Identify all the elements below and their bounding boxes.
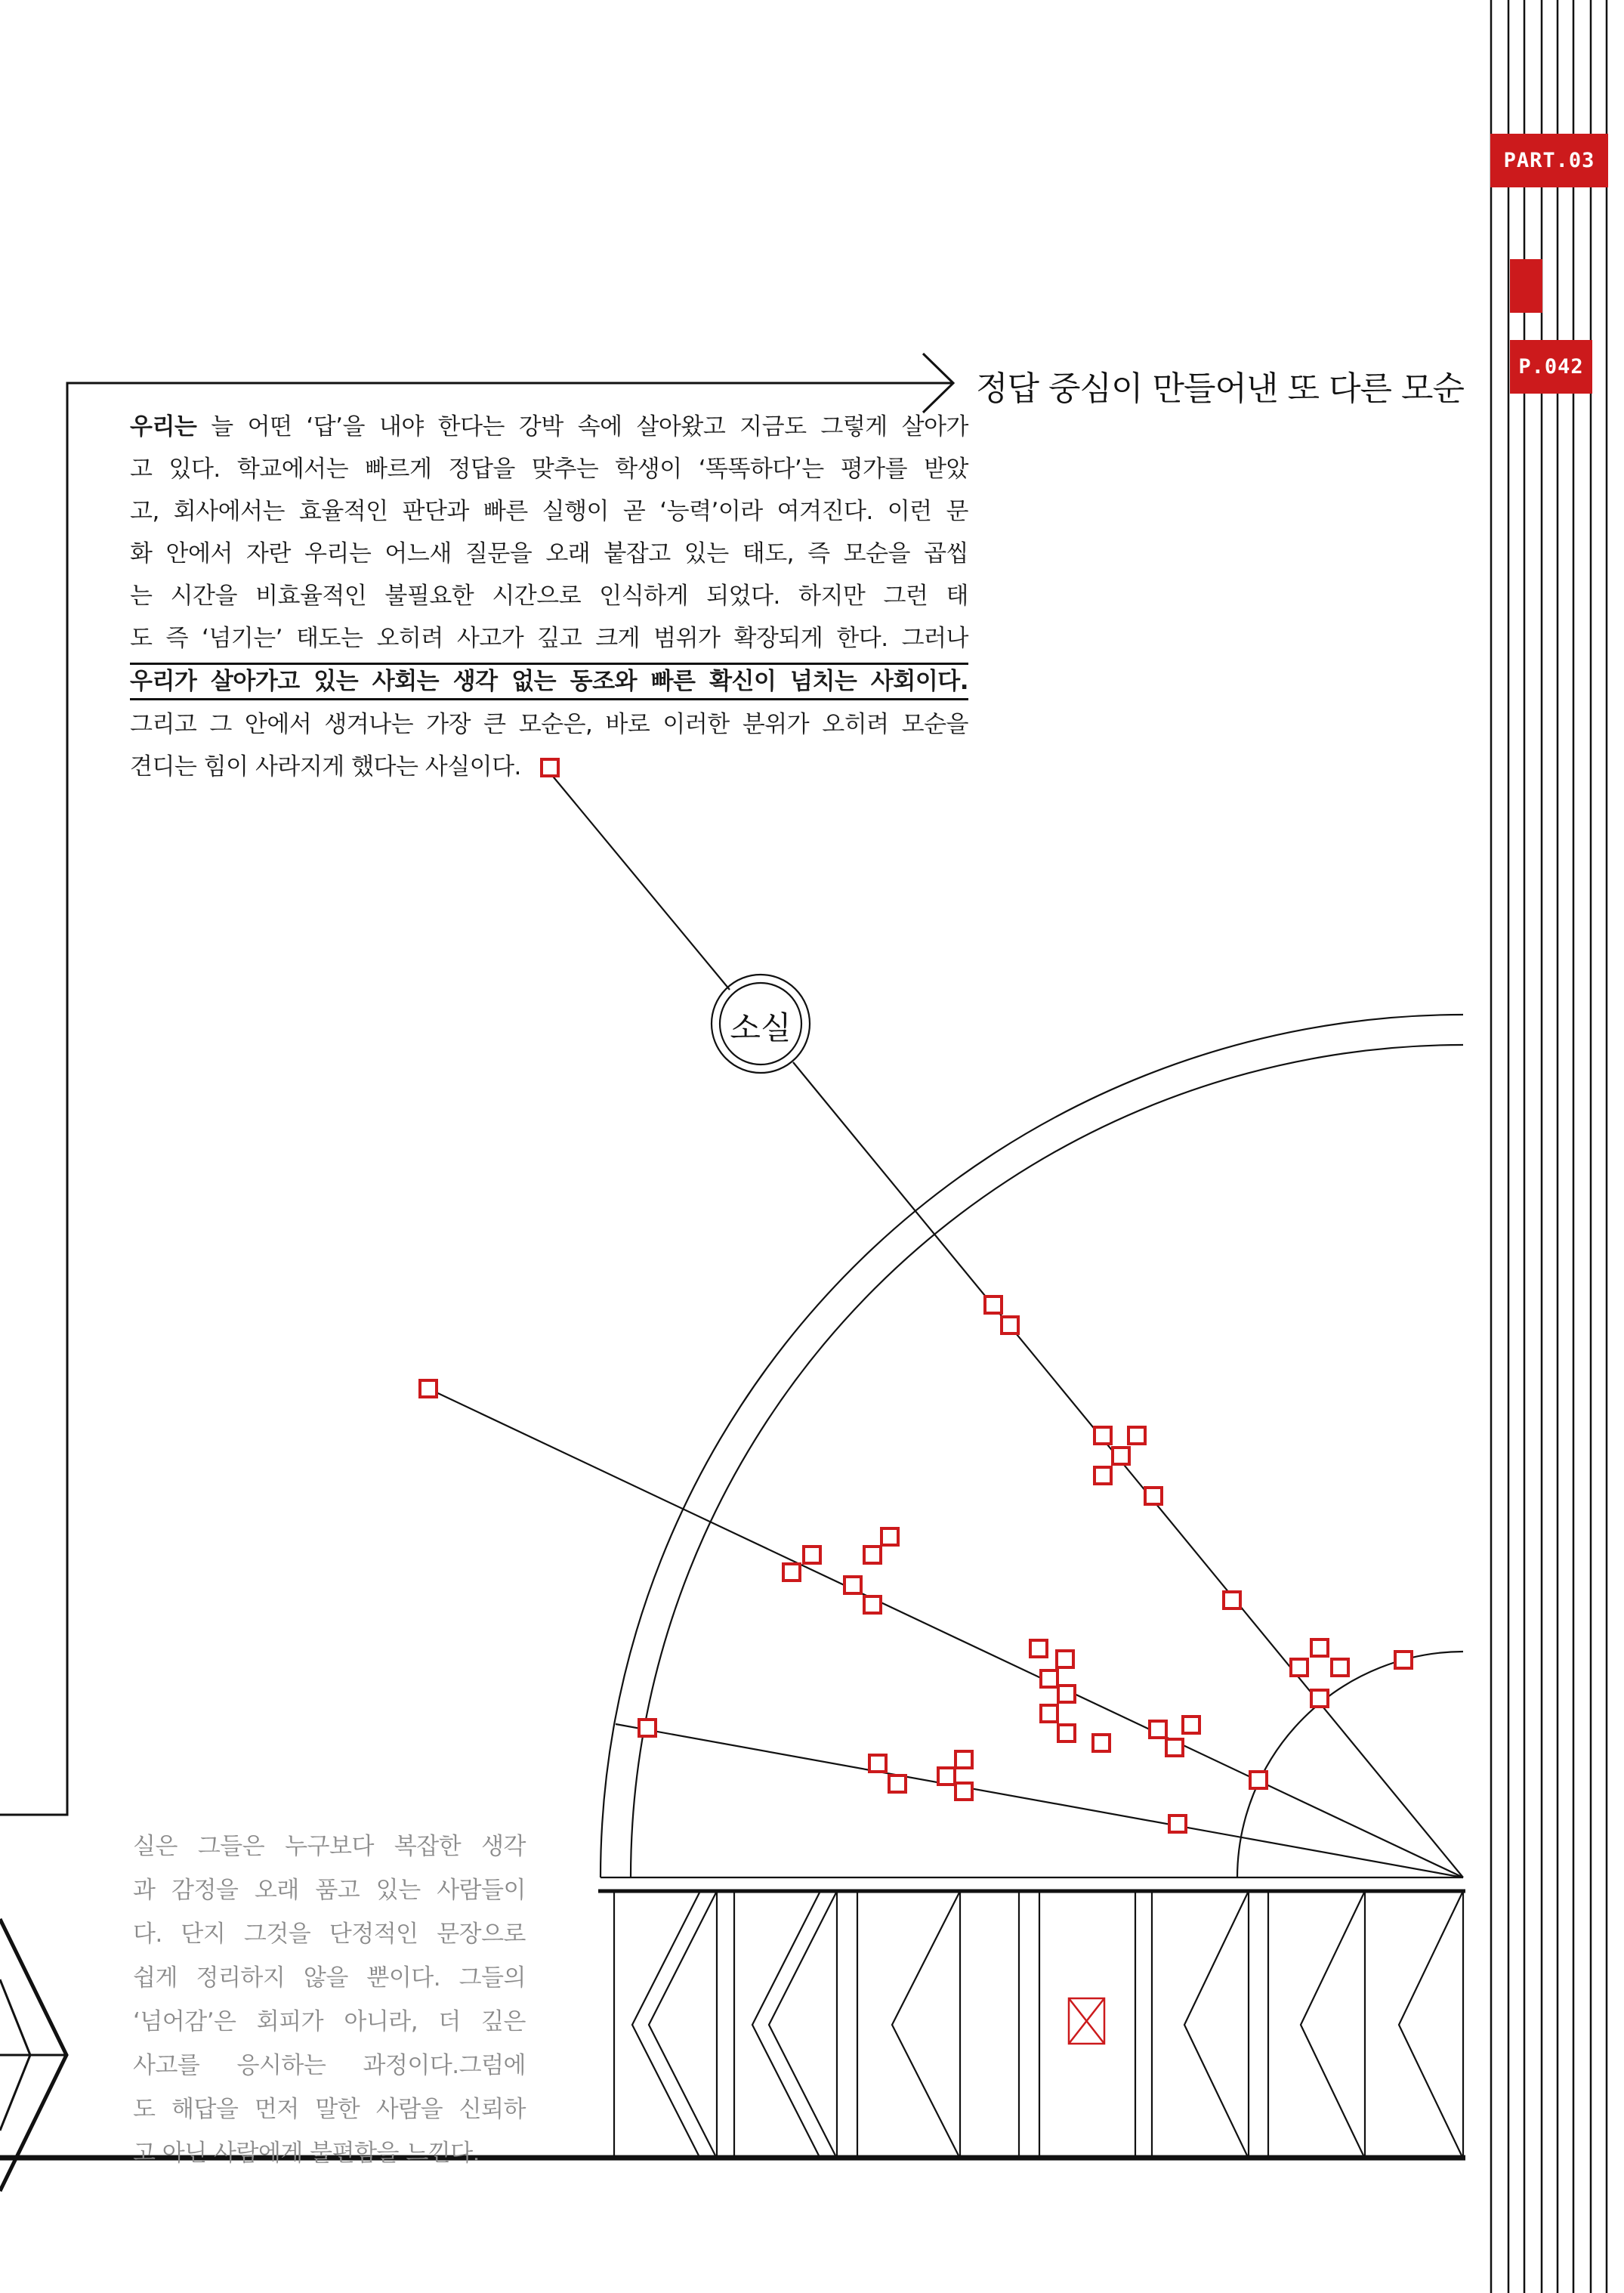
red-square-markers (420, 759, 1412, 1832)
chevron-icon (1184, 1893, 1248, 2157)
body-line: 도 즉 ‘넘기는’ 태도는 오히려 사고가 깊고 크게 범위가 확장되게 한다. 그러나 (130, 625, 968, 652)
body-line: 그리고 그 안에서 생겨나는 가장 큰 모순은, 바로 이러한 분위가 오히려 모순을 (130, 711, 968, 738)
page-number: P.042 (1510, 340, 1592, 394)
side-line: 고 아닌 사람에게 불편함을 느낀다. (133, 2140, 480, 2167)
red-crossed-box-icon (1069, 1998, 1104, 2044)
outer-arc (601, 1015, 1463, 1877)
body-line: 화 안에서 자란 우리는 어느새 질문을 오래 붙잡고 있는 태도, 즉 모순을 곱씹 (130, 540, 968, 567)
body-line: 는 시간을 비효율적인 불필요한 시간으로 인식하게 되었다. 하지만 그런 태 (130, 583, 968, 610)
chevron-icon (632, 1893, 699, 2157)
ray-1a (551, 774, 730, 990)
side-text-block (133, 1825, 526, 2175)
side-line: 다. 단지 그것을 단정적인 문장으로 (133, 1921, 526, 1948)
side-line: 도 해답을 먼저 말한 사람을 신뢰하 (133, 2096, 526, 2123)
side-line: 실은 그들은 누구보다 복잡한 생각 (133, 1833, 526, 1860)
ray-3 (616, 1724, 1463, 1877)
body-line: 견디는 힘이 사라지게 했다는 사실이다. (130, 753, 521, 780)
ray-1b (793, 1062, 1463, 1877)
side-line: ‘넘어감’은 회피가 아니라, 더 깊은 (133, 2008, 526, 2035)
ray-2 (428, 1389, 1463, 1877)
chevron-icon (1399, 1893, 1462, 2157)
emphasis-statement: 우리가 살아가고 있는 사회는 생각 없는 동조와 빠른 확신이 넘치는 사회이다. (130, 663, 968, 700)
body-line: 늘 어떤 ‘답’을 내야 한다는 강박 속에 살아왔고 지금도 그렇게 살아가 (196, 413, 968, 440)
inner-arc (631, 1045, 1463, 1877)
body-line: 고 있다. 학교에서는 빠르게 정답을 맞추는 학생이 ‘똑똑하다’는 평가를 받았 (130, 456, 968, 483)
chevron-icon (1301, 1893, 1364, 2157)
side-line: 쉽게 정리하지 않을 뿐이다. 그들의 (133, 1964, 526, 1992)
chevron-icon (769, 1893, 836, 2157)
chevron-icon (752, 1893, 820, 2157)
side-line: 사고를 응시하는 과정이다.그럼에 (133, 2052, 526, 2079)
chevron-icon (649, 1893, 716, 2157)
part-label: PART.03 (1490, 134, 1608, 187)
lead-word: 우리는 (130, 413, 197, 440)
body-line: 고, 회사에서는 효율적인 판단과 빠른 실행이 곧 ‘능력’이라 여겨진다. 이런 문 (130, 498, 968, 525)
section-subtitle: 정답 중심이 만들어낸 또 다른 모순 (976, 369, 1464, 408)
chevron-icon (892, 1893, 959, 2157)
main-body-text (130, 406, 968, 788)
small-arc (1237, 1652, 1463, 1877)
circle-label: 소실 (730, 1009, 792, 1046)
side-line: 과 감정을 오래 품고 있는 사람들이 (133, 1877, 526, 1904)
